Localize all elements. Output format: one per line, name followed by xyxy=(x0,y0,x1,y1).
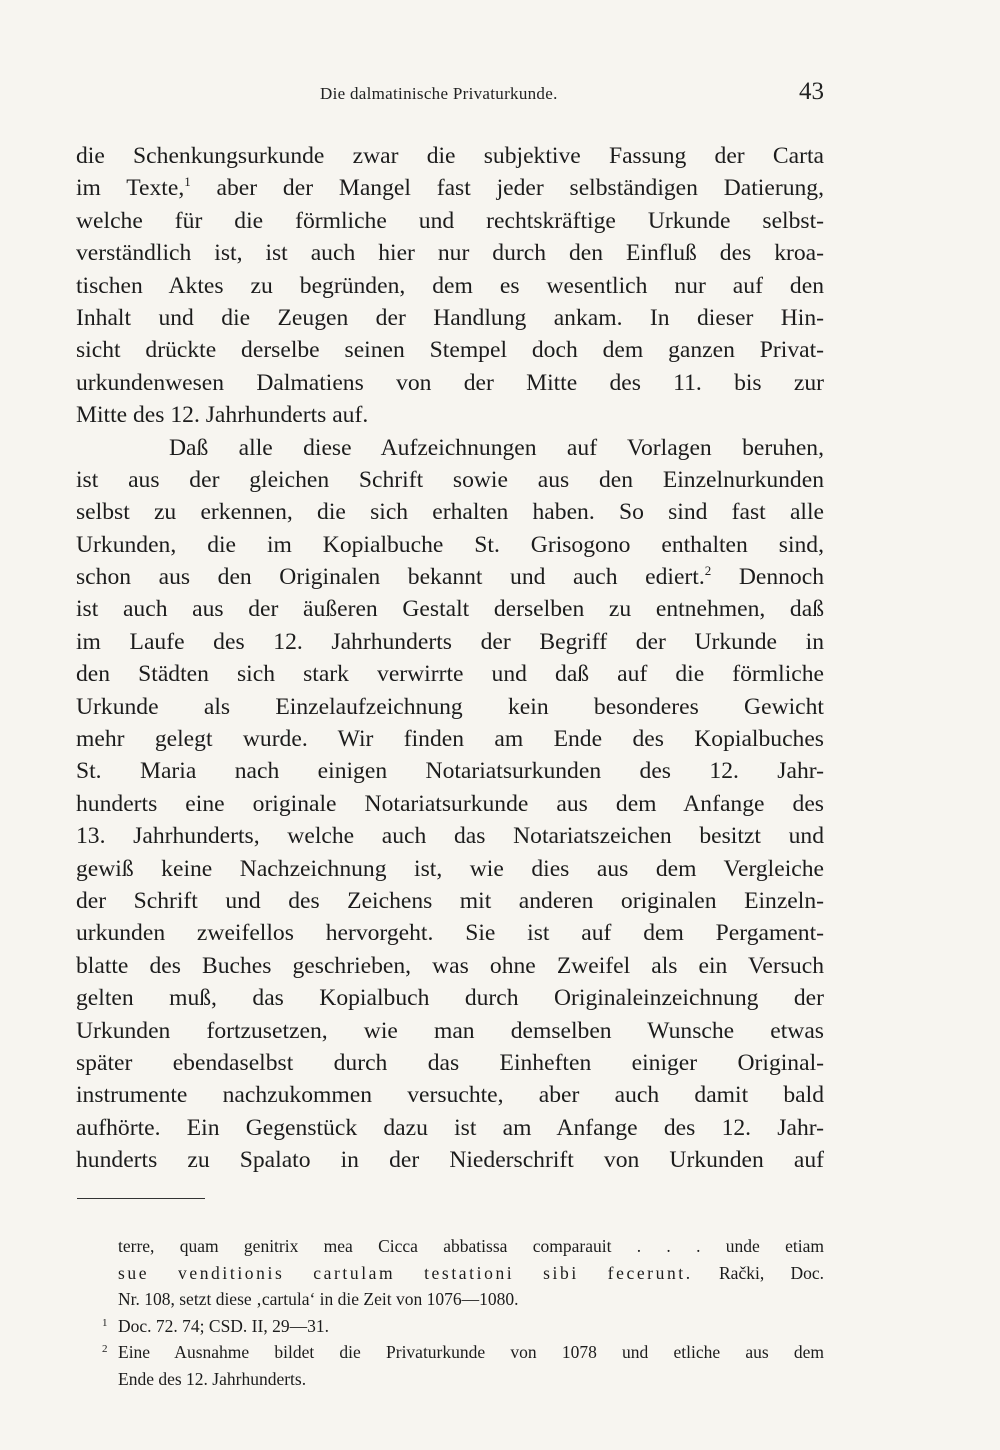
text-line xyxy=(76,399,824,431)
text-line xyxy=(76,237,824,269)
text-line xyxy=(76,885,824,917)
page-number: 43 xyxy=(799,78,824,105)
footnote-line: 2 Eine Ausnahme bildet die Privaturkunde von 1078 und etliche aus dem xyxy=(102,1342,824,1362)
text-line xyxy=(76,464,824,496)
text-segment: terre, quam genitrix mea Cicca abbatissa comparauit . . . unde etiam xyxy=(118,1236,824,1256)
text-line xyxy=(76,172,824,204)
text-line xyxy=(76,334,824,366)
text-segment: gelten muß, das Kopialbuch durch Originaleinzeichnung der xyxy=(76,985,824,1012)
text-line xyxy=(76,561,824,593)
text-segment: im Texte, xyxy=(76,175,185,202)
text-line xyxy=(76,432,824,464)
text-segment: ist aus der gleichen Schrift sowie aus den Einzelnurkunden xyxy=(76,466,824,493)
footnote-text: Ende des 12. Jahrhunderts. xyxy=(118,1368,307,1389)
text-segment: instrumente nachzukommen versuchte, aber auch damit bald xyxy=(76,1082,824,1109)
footnote-continuation-line xyxy=(76,1260,824,1287)
text-line xyxy=(76,1079,824,1111)
text-line xyxy=(76,529,824,561)
text-line xyxy=(76,755,824,787)
text-segment: urkundenwesen Dalmatiens von der Mitte des 11. bis zur xyxy=(76,369,824,396)
text-segment: welche für die förmliche und rechtskräftige Urkunde selbst- xyxy=(76,207,824,234)
text-segment: mehr gelegt wurde. Wir finden am Ende des Kopialbuches xyxy=(76,726,824,753)
text-line xyxy=(76,788,824,820)
text-segment: aufhörte. Ein Gegenstück dazu ist am Anfange des 12. Jahr- xyxy=(76,1114,824,1141)
running-title: Die dalmatinische Privaturkunde. xyxy=(320,84,558,103)
text-line xyxy=(76,626,824,658)
text-line xyxy=(76,270,824,302)
footnote-reference: 1 xyxy=(184,174,191,190)
text-line xyxy=(76,302,824,334)
text-line xyxy=(76,496,824,528)
footnote-text: Eine Ausnahme bildet die Privaturkunde von 1078 und etliche aus dem xyxy=(118,1342,824,1362)
text-line xyxy=(76,820,824,852)
text-segment: Dennoch xyxy=(711,564,825,591)
text-line xyxy=(76,853,824,885)
text-line xyxy=(76,691,824,723)
text-segment: selbst zu erkennen, die sich erhalten haben. So sind fast alle xyxy=(76,499,824,526)
text-segment: Inhalt und die Zeugen der Handlung ankam. In dieser Hin- xyxy=(76,304,824,331)
spaced-text: sue venditionis cartulam testationi sibi fecerunt. xyxy=(118,1262,693,1283)
text-line xyxy=(76,1144,824,1176)
text-segment: Nr. 108, setzt diese ‚cartula‘ in die Zeit von 1076—1080. xyxy=(118,1289,519,1309)
text-segment: sicht drückte derselbe seinen Stempel doch dem ganzen Privat- xyxy=(76,337,824,364)
text-segment: blatte des Buches geschrieben, was ohne Zweifel als ein Versuch xyxy=(76,952,824,979)
text-segment: ist auch aus der äußeren Gestalt derselben zu entnehmen, daß xyxy=(76,596,824,623)
text-segment: der Schrift und des Zeichens mit anderen originalen Einzeln- xyxy=(76,887,824,914)
body-text xyxy=(76,140,824,1177)
text-line xyxy=(76,982,824,1014)
footnote-continuation-line xyxy=(76,1233,824,1260)
text-line xyxy=(76,205,824,237)
text-segment: urkunden zweifellos hervorgeht. Sie ist auf dem Pergament- xyxy=(76,920,824,947)
text-line xyxy=(76,140,824,172)
text-segment: 13. Jahrhunderts, welche auch das Notariatszeichen besitzt und xyxy=(76,823,824,850)
text-line xyxy=(76,593,824,625)
text-line xyxy=(76,917,824,949)
footnote-rule xyxy=(77,1198,205,1199)
text-segment: im Laufe des 12. Jahrhunderts der Begriff der Urkunde in xyxy=(76,628,824,655)
text-segment: gewiß keine Nachzeichnung ist, wie dies aus dem Vergleiche xyxy=(76,855,824,882)
text-segment: Urkunden, die im Kopialbuche St. Grisogono enthalten sind, xyxy=(76,531,824,558)
text-segment: verständlich ist, ist auch hier nur durch den Einfluß des kroa- xyxy=(76,240,824,267)
text-segment: St. Maria nach einigen Notariatsurkunden des 12. Jahr- xyxy=(76,758,824,785)
text-segment: aber der Mangel fast jeder selbständigen Datierung, xyxy=(190,175,824,202)
text-line xyxy=(76,1047,824,1079)
text-line xyxy=(76,1015,824,1047)
text-segment: die Schenkungsurkunde zwar die subjektive Fassung der Carta xyxy=(76,143,824,169)
text-segment: tischen Aktes zu begründen, dem es wesentlich nur auf den xyxy=(76,272,824,299)
text-line xyxy=(76,658,824,690)
footnote-reference: 2 xyxy=(704,563,712,579)
text-segment: Urkunde als Einzelaufzeichnung kein besonderes Gewicht xyxy=(76,693,824,720)
text-segment: Daß alle diese Aufzeichnungen auf Vorlagen beruhen, xyxy=(169,434,824,461)
text-segment: später ebendaselbst durch das Einheften einiger Original- xyxy=(76,1049,824,1076)
text-line xyxy=(76,723,824,755)
text-line xyxy=(76,367,824,399)
text-segment: hunderts eine originale Notariatsurkunde aus dem Anfange des xyxy=(76,790,824,817)
footnote-line xyxy=(76,1366,824,1393)
text-line xyxy=(76,950,824,982)
text-segment: hunderts zu Spalato in der Niederschrift von Urkunden auf xyxy=(76,1147,824,1174)
text-segment: Mitte des 12. Jahrhunderts auf. xyxy=(76,402,369,429)
text-segment: Rački, Doc. xyxy=(692,1262,824,1283)
text-segment: Urkunden fortzusetzen, wie man demselben Wunsche etwas xyxy=(76,1017,824,1044)
text-line xyxy=(76,1112,824,1144)
footnote-text: Doc. 72. 74; CSD. II, 29—31. xyxy=(118,1315,329,1336)
text-segment: schon aus den Originalen bekannt und auch ediert. xyxy=(76,564,705,591)
text-segment: den Städten sich stark verwirrte und daß auf die förmliche xyxy=(76,661,824,688)
footnote-continuation-line xyxy=(76,1286,824,1313)
footnote-line: 1 Doc. 72. 74; CSD. II, 29—31. xyxy=(102,1315,329,1336)
footnotes xyxy=(76,1233,824,1392)
